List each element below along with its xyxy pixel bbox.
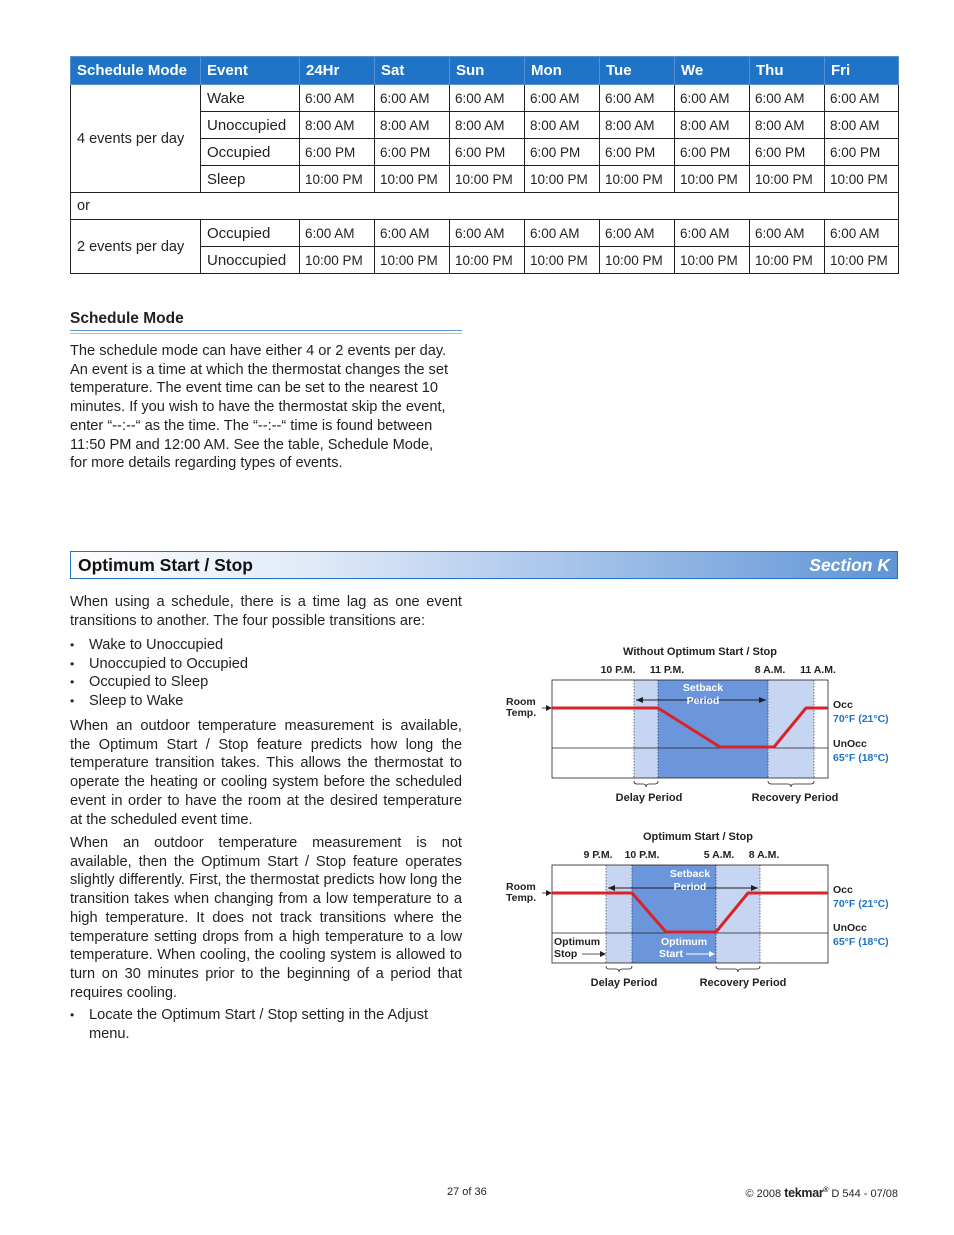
time-label: 9 P.M. [583, 849, 613, 861]
text-line: for more details regarding types of events. [70, 455, 343, 472]
col-header: We [675, 57, 750, 85]
col-header: Tue [600, 57, 675, 85]
recovery-label: Recovery Period [699, 977, 787, 989]
transition-list [70, 636, 462, 711]
optimum-stop-label: Optimum [554, 936, 601, 948]
section-bar [70, 551, 898, 579]
time-cell: 8:00 AM [525, 112, 600, 139]
table-header-row [71, 57, 899, 85]
text-line: temperature. The event time can be set to the nearest 10 [70, 380, 439, 397]
unocc-label: UnOcc [833, 922, 867, 934]
table-row [71, 193, 899, 220]
time-label: 10 P.M. [600, 664, 636, 676]
time-cell: 6:00 AM [300, 220, 375, 247]
recovery-band [716, 865, 760, 963]
time-cell: 6:00 PM [300, 139, 375, 166]
time-label: 11 P.M. [649, 664, 685, 676]
time-cell: 10:00 PM [450, 166, 525, 193]
unocc-temp-label: 65°F (18°C) [833, 936, 889, 948]
time-cell: 10:00 PM [600, 166, 675, 193]
time-cell: 10:00 PM [300, 166, 375, 193]
time-cell: 6:00 PM [825, 139, 899, 166]
diagram-title: Optimum Start / Stop [643, 831, 753, 843]
time-cell: 6:00 PM [750, 139, 825, 166]
delay-band [634, 680, 658, 778]
document-code: D 544 - 07/08 [831, 1188, 898, 1200]
room-temp-label: Room [506, 696, 536, 708]
time-cell: 8:00 AM [600, 112, 675, 139]
schedule-mode-text [70, 342, 470, 473]
delay-label: Delay Period [615, 792, 683, 804]
time-cell: 10:00 PM [525, 166, 600, 193]
time-cell: 6:00 AM [600, 220, 675, 247]
text-line: An event is a time at which the thermostat changes the set [70, 361, 449, 378]
unocc-label: UnOcc [833, 738, 867, 750]
occ-temp-label: 70°F (21°C) [833, 713, 889, 725]
optimum-stop-label: Stop [554, 948, 578, 960]
event-cell: Wake [201, 85, 300, 112]
occ-temp-label: 70°F (21°C) [833, 898, 889, 910]
time-cell: 6:00 AM [600, 85, 675, 112]
col-header: Sat [375, 57, 450, 85]
time-cell: 10:00 PM [825, 166, 899, 193]
diagram-without-optimum [500, 640, 910, 810]
time-cell: 6:00 AM [450, 220, 525, 247]
time-cell: 10:00 PM [375, 166, 450, 193]
delay-label: Delay Period [590, 977, 658, 989]
time-cell: 6:00 AM [675, 220, 750, 247]
setback-label: Setback [669, 868, 711, 880]
time-cell: 10:00 PM [750, 166, 825, 193]
time-cell: 10:00 PM [300, 247, 375, 274]
separator-cell: or [71, 193, 899, 220]
time-cell: 10:00 PM [675, 166, 750, 193]
time-cell: 6:00 AM [675, 85, 750, 112]
text-line: The schedule mode can have either 4 or 2 events per day. [70, 343, 447, 359]
recovery-brace [716, 966, 760, 972]
text-line: minutes. If you wish to have the thermostat skip the event, [70, 399, 446, 416]
optimum-start-label: Optimum [660, 936, 708, 948]
time-cell: 6:00 AM [300, 85, 375, 112]
list-item: • Unoccupied to Occupied [70, 655, 462, 674]
time-cell: 8:00 AM [450, 112, 525, 139]
section-title: Optimum Start / Stop [78, 555, 253, 575]
table-row [71, 220, 899, 247]
setback-label: Setback [682, 682, 724, 694]
time-cell: 8:00 AM [825, 112, 899, 139]
mode-cell: 4 events per day [71, 85, 201, 193]
recovery-band [768, 680, 814, 778]
list-item: • Sleep to Wake [70, 692, 462, 711]
time-label: 11 A.M. [800, 664, 836, 676]
table-row [71, 85, 899, 112]
mode-cell: 2 events per day [71, 220, 201, 274]
time-cell: 6:00 PM [375, 139, 450, 166]
time-cell: 6:00 AM [375, 220, 450, 247]
schedule-mode-heading: Schedule Mode [70, 310, 462, 331]
col-header: Schedule Mode [71, 57, 201, 85]
time-label: 8 A.M. [748, 849, 780, 861]
event-cell: Sleep [201, 166, 300, 193]
time-cell: 10:00 PM [825, 247, 899, 274]
occ-label: Occ [833, 884, 853, 896]
room-temp-label: Temp. [506, 707, 537, 719]
room-temp-label: Room [506, 881, 536, 893]
time-cell: 8:00 AM [675, 112, 750, 139]
col-header: Event [201, 57, 300, 85]
room-temp-label: Temp. [506, 892, 537, 904]
time-label: 5 A.M. [703, 849, 735, 861]
time-cell: 10:00 PM [525, 247, 600, 274]
list-item: • Occupied to Sleep [70, 673, 462, 692]
time-cell: 8:00 AM [750, 112, 825, 139]
optimum-outdoor-paragraph: When an outdoor temperature measurement is available, the Optimum Start / Stop feature predicts how long the temperature transition takes. This allows the thermostat to operate the heating or cooling system before the scheduled event in order to have the room at the desired temperature at the scheduled event time. [70, 718, 462, 828]
time-cell: 6:00 PM [600, 139, 675, 166]
time-cell: 6:00 AM [825, 85, 899, 112]
time-cell: 6:00 PM [450, 139, 525, 166]
event-cell: Occupied [201, 220, 300, 247]
occ-label: Occ [833, 699, 853, 711]
list-item: • Wake to Unoccupied [70, 636, 462, 655]
col-header: Sun [450, 57, 525, 85]
time-cell: 6:00 AM [525, 85, 600, 112]
setback-label: Period [673, 881, 707, 893]
delay-brace [606, 966, 632, 972]
col-header: Mon [525, 57, 600, 85]
col-header: 24Hr [300, 57, 375, 85]
event-cell: Unoccupied [201, 112, 300, 139]
text-line: enter “--:--“ as the time. The “--:--“ time is found between [70, 417, 433, 434]
page-number: 27 of 36 [447, 1186, 487, 1198]
event-cell: Unoccupied [201, 247, 300, 274]
recovery-brace [768, 781, 814, 787]
optimum-intro: When using a schedule, there is a time lag as one event transitions to another. The four possible transitions are: [70, 594, 462, 629]
delay-brace [634, 781, 658, 787]
time-cell: 6:00 AM [750, 220, 825, 247]
optimum-no-outdoor-paragraph: When an outdoor temperature measurement is not available, then the Optimum Start / Stop feature operates slightly differently. First, the thermostat predicts how long the transition takes when changing from a low temperature to a high temperature. It does not track transitions where the temperature setting drops from a high temperature to a low temperature. When cooling, the cooling system is allowed to turn on 30 minutes prior to the beginning of a period that requires cooling. [70, 835, 462, 1001]
col-header: Fri [825, 57, 899, 85]
time-cell: 10:00 PM [600, 247, 675, 274]
schedule-mode-table [70, 56, 899, 274]
time-label: 8 A.M. [754, 664, 786, 676]
action-list [70, 1006, 462, 1043]
optimum-start-label: Start [659, 948, 683, 960]
text-line: 11:50 PM and 12:00 AM. See the table, Schedule Mode, [70, 436, 434, 453]
time-cell: 6:00 AM [525, 220, 600, 247]
time-cell: 6:00 PM [675, 139, 750, 166]
time-cell: 10:00 PM [450, 247, 525, 274]
list-item: • Locate the Optimum Start / Stop setting in the Adjust menu. [70, 1006, 462, 1043]
footer-doc-info [746, 1186, 898, 1200]
diagram-title: Without Optimum Start / Stop [623, 646, 777, 658]
event-cell: Occupied [201, 139, 300, 166]
copyright: © 2008 [745, 1188, 782, 1200]
diagram-optimum-start-stop [500, 825, 910, 995]
col-header: Thu [750, 57, 825, 85]
recovery-label: Recovery Period [751, 792, 839, 804]
time-cell: 6:00 PM [525, 139, 600, 166]
time-cell: 6:00 AM [375, 85, 450, 112]
time-cell: 6:00 AM [825, 220, 899, 247]
time-cell: 10:00 PM [750, 247, 825, 274]
delay-band [606, 865, 632, 963]
unocc-temp-label: 65°F (18°C) [833, 752, 889, 764]
time-cell: 8:00 AM [300, 112, 375, 139]
brand-logo: tekmar® [784, 1186, 829, 1200]
time-cell: 6:00 AM [750, 85, 825, 112]
time-cell: 10:00 PM [375, 247, 450, 274]
time-cell: 8:00 AM [375, 112, 450, 139]
time-label: 10 P.M. [624, 849, 660, 861]
time-cell: 6:00 AM [450, 85, 525, 112]
time-cell: 10:00 PM [675, 247, 750, 274]
setback-label: Period [686, 695, 720, 707]
section-label: Section K [809, 555, 890, 575]
